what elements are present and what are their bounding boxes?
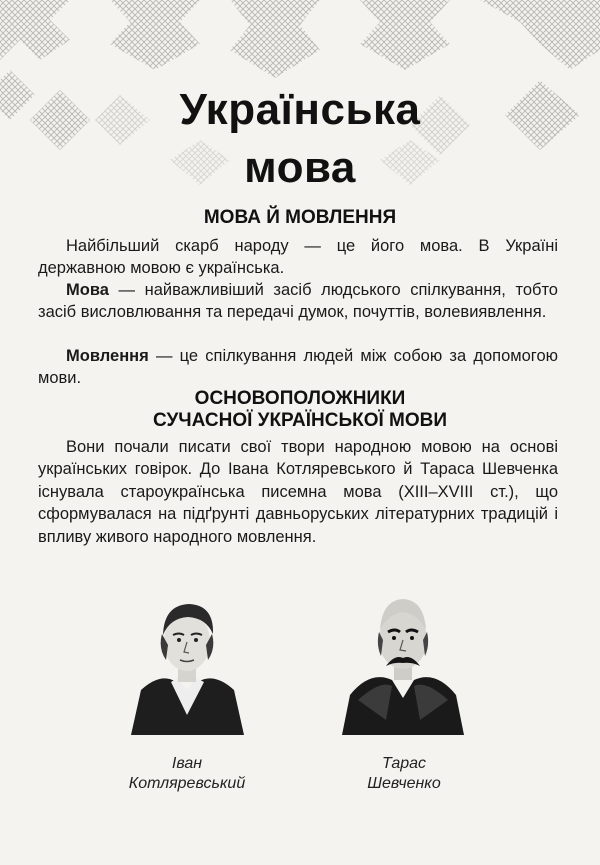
portrait-shevchenko-image (340, 590, 466, 735)
section2-paragraph1: Вони почали писати свої твори народною мовою на основі українських говірок. До Івана Котляревського й Тараса Шевченка існувала староукраїнська писемна мова (XIII–XVIII ст.), що сформувалася на підґрунті давньоруських літературних традицій і впливу живого народного мовлення. (38, 438, 558, 546)
section2-heading-line2: СУЧАСНОЇ УКРАЇНСЬКОЇ МОВИ (153, 410, 447, 431)
term-mova: Мова (66, 281, 109, 299)
portrait-shevchenko-caption: Тарас Шевченко (367, 755, 441, 792)
section1-paragraph3: Мовлення — це спілкування людей між собою за допомогою мови. (38, 347, 558, 388)
page-title-line1: Українська (179, 85, 421, 134)
section1-paragraph2: Мова — найважливіший засіб людського спілкування, тобто засіб висловлювання та передачі думок, почуттів, волевиявлення. (38, 281, 558, 322)
section1-heading: МОВА Й МОВЛЕННЯ (203, 207, 397, 228)
section2-heading-line1: ОСНОВОПОЛОЖНИКИ (194, 388, 406, 409)
section1-paragraph1: Найбільший скарб народу — це його мова. В Україні державною мовою є українська. (38, 237, 558, 278)
portrait-kotliarevsky-caption: Іван Котляревський (128, 755, 246, 792)
page-title-line2: мова (244, 143, 356, 192)
term-movlennia: Мовлення (66, 347, 149, 365)
portrait-kotliarevsky-image (126, 590, 248, 735)
